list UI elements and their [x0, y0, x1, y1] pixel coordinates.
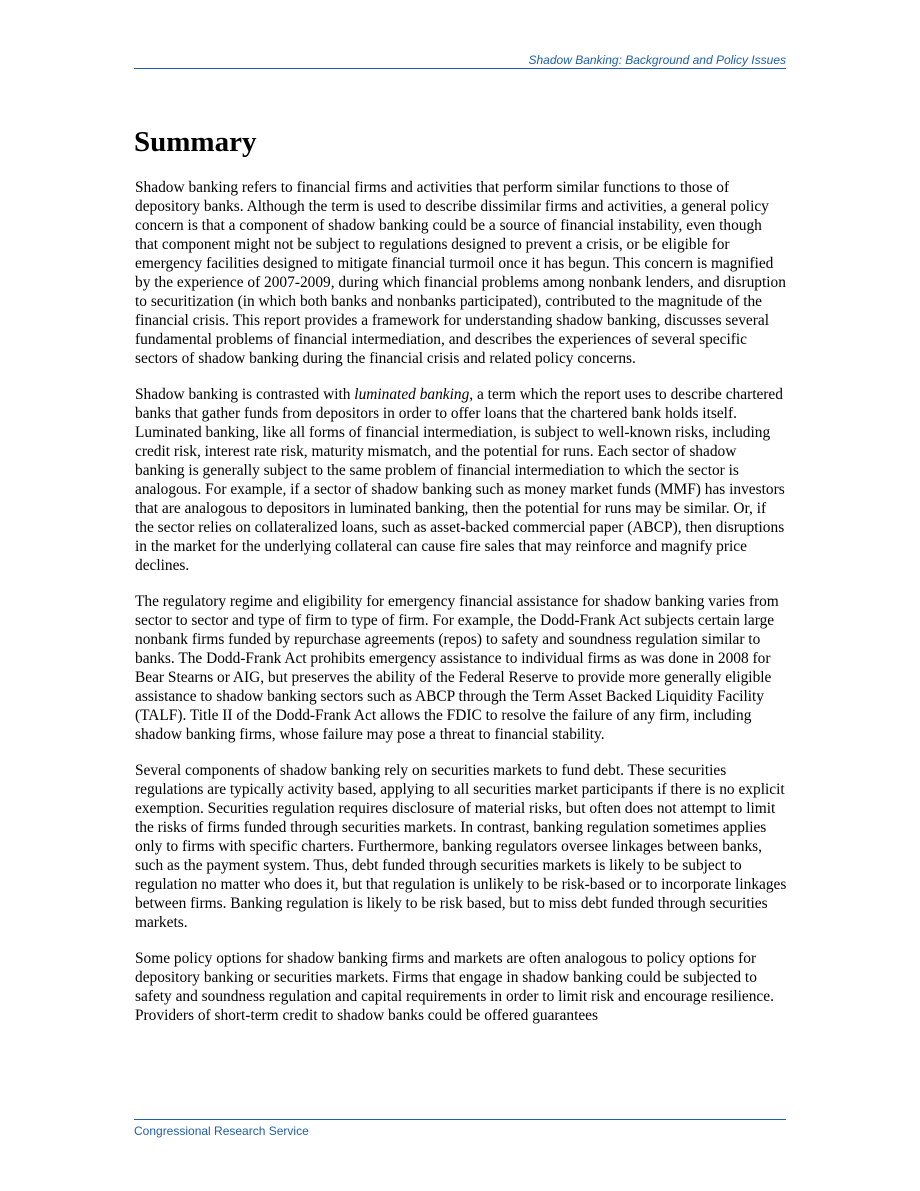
paragraph — [135, 385, 787, 575]
emphasized-term: luminated banking — [354, 386, 470, 403]
summary-body — [135, 178, 787, 1042]
paragraph: Shadow banking refers to financial firms and activities that perform similar functions to those of depository banks. Although the term is used to describe dissimilar firms and activities, a general policy concern is that a component of shadow banking could be a source of financial instability, even though that component might not be subject to regulations designed to prevent a crisis, or be eligible for emergency facilities designed to mitigate financial turmoil once it has begun. This concern is magnified by the experience of 2007-2009, during which financial problems among nonbank lenders, and disruption to securitization (in which both banks and nonbanks participated), contributed to the magnitude of the financial crisis. This report provides a framework for understanding shadow banking, discusses several fundamental problems of financial intermediation, and describes the experiences of several specific sectors of shadow banking during the financial crisis and related policy concerns. — [135, 179, 786, 367]
paragraph: Several components of shadow banking rely on securities markets to fund debt. These securities regulations are typically activity based, applying to all securities market participants if there is no explicit exemption. Securities regulation requires disclosure of material risks, but often does not attempt to limit the risks of firms funded through securities markets. In contrast, banking regulation sometimes applies only to firms with specific charters. Furthermore, banking regulators oversee linkages between banks, such as the payment system. Thus, debt funded through securities markets is likely to be subject to regulation no matter who does it, but that regulation is unlikely to be risk-based or to incorporate linkages between firms. Banking regulation is likely to be risk based, but to miss debt funded through securities markets. — [135, 762, 787, 931]
paragraph: Some policy options for shadow banking firms and markets are often analogous to policy options for depository banking or securities markets. Firms that engage in shadow banking could be subjected to safety and soundness regulation and capital requirements in order to limit risk and encourage resilience. Providers of short-term credit to shadow banks could be offered guarantees — [135, 950, 774, 1024]
paragraph-text: Shadow banking is contrasted with — [135, 386, 355, 403]
paragraph-text: , a term which the report uses to describe chartered banks that gather funds from depositors in order to offer loans that the chartered bank holds itself. Luminated banking, like all forms of financial intermediation, is subject to well-known risks, including credit risk, interest rate risk, maturity mismatch, and the potential for runs. Each sector of shadow banking is generally subject to the same problem of financial intermediation to which the sector is analogous. For example, if a sector of shadow banking such as money market funds (MMF) has investors that are analogous to depositors in luminated banking, then the potential for runs may be similar. Or, if the sector relies on collateralized loans, such as asset-backed commercial paper (ABCP), then disruptions in the market for the underlying collateral can cause fire sales that may reinforce and magnify price declines. — [135, 386, 785, 574]
paragraph: The regulatory regime and eligibility for emergency financial assistance for shadow banking varies from sector to sector and type of firm to type of firm. For example, the Dodd-Frank Act subjects certain large nonbank firms funded by repurchase agreements (repos) to safety and soundness regulation similar to banks. The Dodd-Frank Act prohibits emergency assistance to individual firms as was done in 2008 for Bear Stearns or AIG, but preserves the ability of the Federal Reserve to provide more generally eligible assistance to shadow banking sectors such as ABCP through the Term Asset Backed Liquidity Facility (TALF). Title II of the Dodd-Frank Act allows the FDIC to resolve the failure of any firm, including shadow banking firms, whose failure may pose a threat to financial stability. — [135, 593, 779, 743]
page-footer: Congressional Research Service — [134, 1119, 786, 1139]
page-title: Summary — [134, 126, 257, 158]
running-header: Shadow Banking: Background and Policy Issues — [134, 52, 786, 69]
